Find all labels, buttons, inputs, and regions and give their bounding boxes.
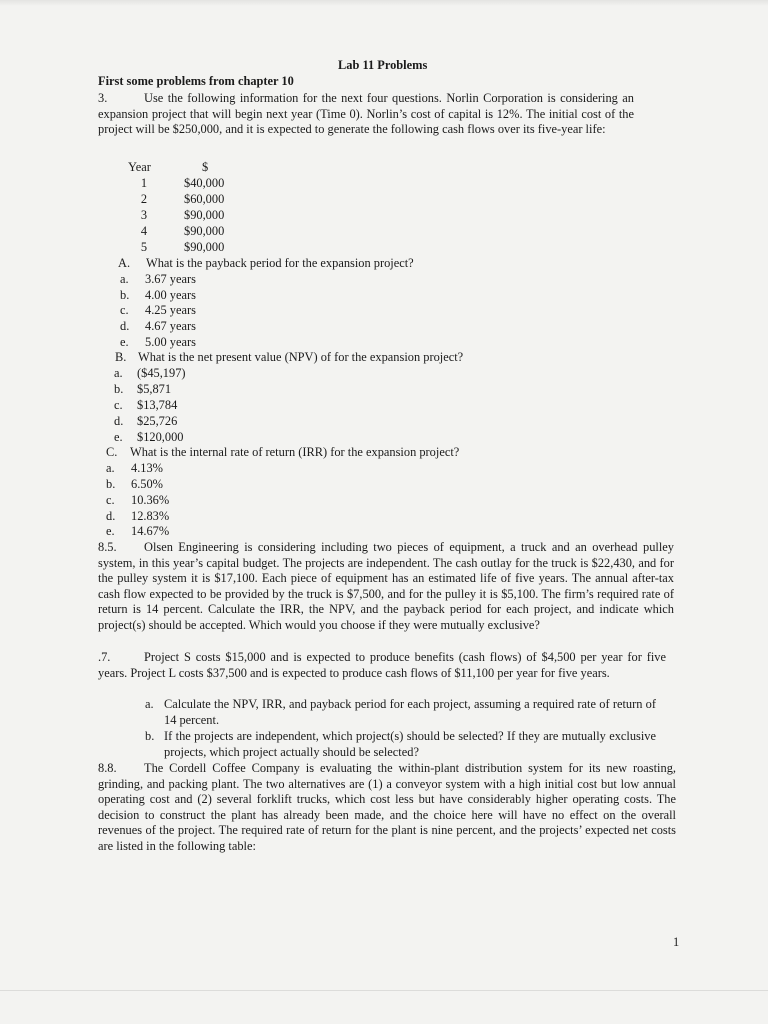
question-number: 3. — [98, 91, 108, 105]
option-label: d. — [106, 509, 116, 523]
option-label: c. — [120, 303, 129, 317]
sub-question-text: If the projects are independent, which project(s) should be selected? If they are mutually exclusive projects, which project actually should be selected? — [164, 729, 656, 759]
problem-8-7 — [98, 650, 666, 681]
option-text: $13,784 — [137, 398, 178, 412]
option-label: b. — [106, 477, 116, 491]
option-text: 4.13% — [131, 461, 164, 475]
table-header-amount: $ — [202, 160, 209, 174]
question-text: The Cordell Coffee Company is evaluating the within-plant distribution system for its new roasting, grinding, and packing plant. The two alternatives are (1) a conveyor system with a high initial cost but low annual operating cost and (2) several forklift trucks, which cost less but have considerably higher operating costs. The decision to construct the plant has already been made, and the choice here will have no effect on the overall revenues of the project. The required rate of return for the plant is nine percent, and the projects’ expected net costs are listed in the following table: — [98, 761, 676, 853]
option-label: c. — [106, 493, 115, 507]
option-text: $5,871 — [137, 382, 172, 396]
table-cell-year: 3 — [140, 208, 148, 222]
table-cell-amount: $40,000 — [184, 176, 225, 190]
option-text: 4.25 years — [145, 303, 196, 317]
page-number: 1 — [673, 935, 680, 949]
table-cell-year: 4 — [140, 224, 148, 238]
problem-8-8 — [98, 761, 676, 855]
page-title: Lab 11 Problems — [338, 58, 428, 72]
table-cell-year: 5 — [140, 240, 148, 254]
question-number: 8.5. — [98, 540, 117, 554]
option-label: d. — [120, 319, 130, 333]
question-number: .7. — [98, 650, 111, 664]
part-b-label: B. — [115, 350, 127, 364]
sub-question-b — [145, 729, 665, 761]
section-heading: First some problems from chapter 10 — [98, 74, 294, 88]
table-header-year: Year — [128, 160, 151, 174]
sub-question-label: b. — [145, 729, 155, 743]
question-number: 8.8. — [98, 761, 117, 775]
option-label: d. — [114, 414, 124, 428]
option-label: a. — [120, 272, 129, 286]
table-cell-year: 2 — [140, 192, 148, 206]
option-text: 4.67 years — [145, 319, 196, 333]
question-3-intro — [98, 91, 634, 138]
option-text: 4.00 years — [145, 288, 196, 302]
table-cell-amount: $90,000 — [184, 208, 225, 222]
option-label: e. — [106, 524, 115, 538]
table-cell-year: 1 — [140, 176, 148, 190]
table-cell-amount: $90,000 — [184, 224, 225, 238]
part-a-question: What is the payback period for the expansion project? — [146, 256, 414, 270]
option-label: a. — [106, 461, 115, 475]
option-text: 6.50% — [131, 477, 164, 491]
option-text: 10.36% — [131, 493, 170, 507]
question-text: Project S costs $15,000 and is expected to produce benefits (cash flows) of $4,500 per year for five years. Project L costs $37,500 and is expected to produce cash flows of $11,100 per year for five years. — [98, 650, 666, 680]
table-cell-amount: $90,000 — [184, 240, 225, 254]
option-text: $25,726 — [137, 414, 178, 428]
question-text: Use the following information for the next four questions. Norlin Corporation is considering an expansion project that will begin next year (Time 0). Norlin’s cost of capital is 12%. The initial cost of the project will be $250,000, and it is expected to generate the following cash flows over its five-year life: — [98, 91, 634, 137]
option-label: a. — [114, 366, 123, 380]
option-text: $120,000 — [137, 430, 184, 444]
sub-question-a — [145, 697, 665, 729]
option-label: e. — [114, 430, 123, 444]
option-text: ($45,197) — [137, 366, 186, 380]
question-text: Olsen Engineering is considering including two pieces of equipment, a truck and an overhead pulley system, in this year’s capital budget. The projects are independent. The cash outlay for the truck is $22,430, and for the pulley system it is $17,100. Each piece of equipment has an estimated life of five years. The annual after-tax cash flow expected to be provided by the truck is $7,500, and for the pulley it is $5,100. The firm’s required rate of return is 14 percent. Calculate the IRR, the NPV, and the payback period for each project, and indicate which project(s) should be accepted. Which would you choose if they were mutually exclusive? — [98, 540, 674, 632]
part-b-question: What is the net present value (NPV) of for the expansion project? — [138, 350, 464, 364]
scan-edge — [0, 990, 768, 991]
option-label: b. — [114, 382, 124, 396]
option-text: 3.67 years — [145, 272, 196, 286]
option-label: c. — [114, 398, 123, 412]
option-text: 12.83% — [131, 509, 170, 523]
part-c-question: What is the internal rate of return (IRR) for the expansion project? — [130, 445, 460, 459]
sub-question-text: Calculate the NPV, IRR, and payback period for each project, assuming a required rate of return of 14 percent. — [164, 697, 656, 727]
option-label: e. — [120, 335, 129, 349]
problem-8-5 — [98, 540, 674, 634]
sub-question-label: a. — [145, 697, 154, 711]
part-a-label: A. — [118, 256, 131, 270]
scan-edge — [0, 0, 768, 6]
part-c-label: C. — [106, 445, 118, 459]
table-cell-amount: $60,000 — [184, 192, 225, 206]
option-text: 14.67% — [131, 524, 170, 538]
option-label: b. — [120, 288, 130, 302]
option-text: 5.00 years — [145, 335, 196, 349]
